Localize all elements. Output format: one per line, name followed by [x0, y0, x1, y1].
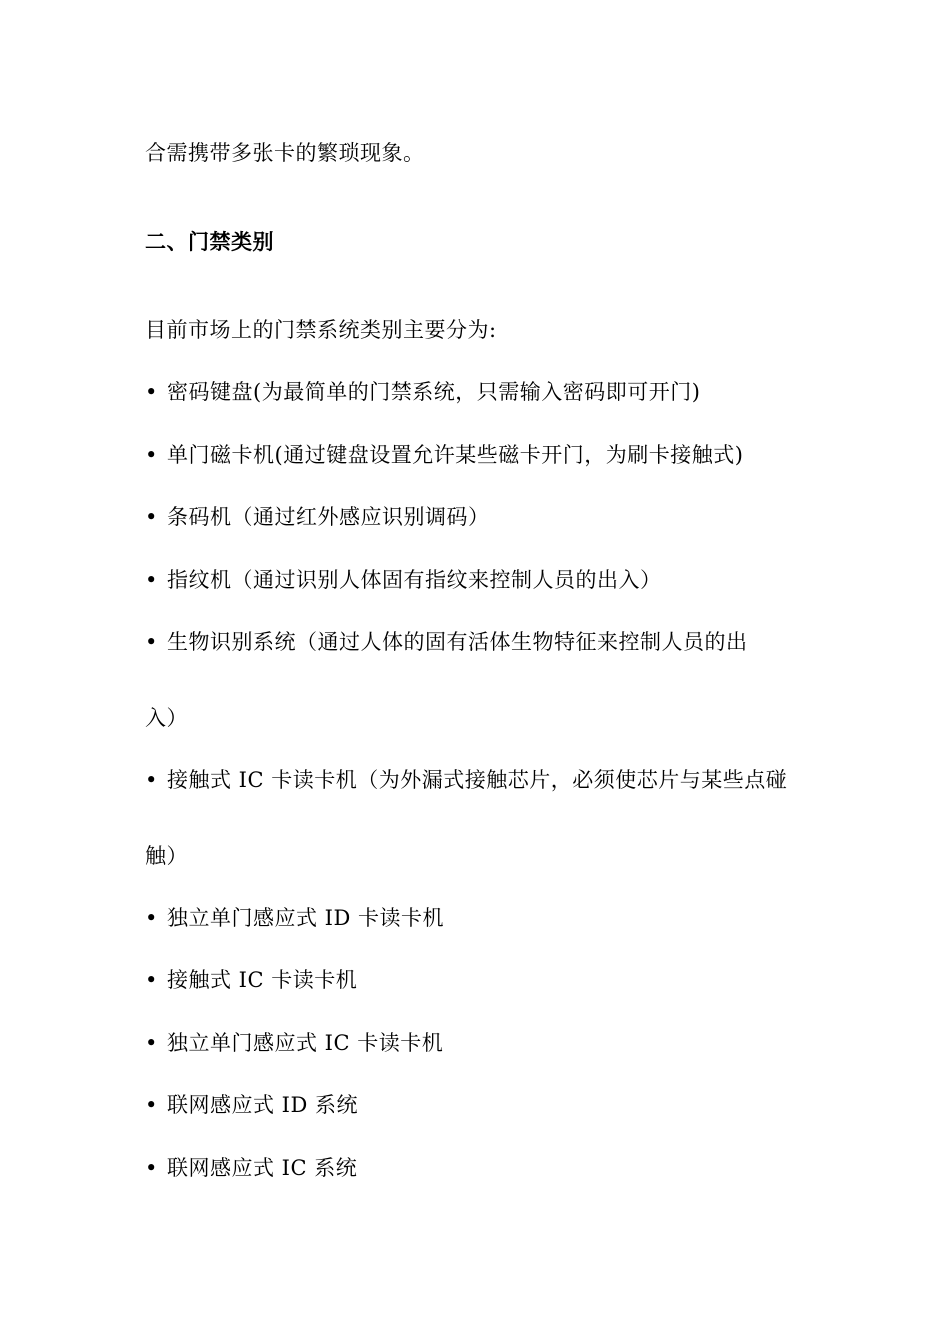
- list-item: [145, 378, 700, 406]
- list-item-text: 条码机（通过红外感应识别调码）: [167, 505, 490, 529]
- bullet-icon: •: [145, 1093, 158, 1117]
- list-item-wrap: 入）: [145, 706, 188, 730]
- list-item: [145, 904, 444, 932]
- list-item-text: 接触式 IC 卡读卡机（为外漏式接触芯片，必须使芯片与某些点碰: [167, 768, 788, 792]
- bullet-icon: •: [145, 630, 158, 654]
- section-heading: 二、门禁类别: [145, 230, 274, 254]
- bullet-icon: •: [145, 443, 158, 467]
- list-item-text: 联网感应式 IC 系统: [167, 1156, 358, 1180]
- list-item-wrap: 触）: [145, 844, 188, 868]
- list-item-text: 接触式 IC 卡读卡机: [167, 968, 358, 992]
- list-item: [145, 441, 743, 469]
- list-item-text: 独立单门感应式 IC 卡读卡机: [167, 1031, 444, 1055]
- bullet-icon: •: [145, 1156, 158, 1180]
- bullet-icon: •: [145, 906, 158, 930]
- list-item-text: 密码键盘(为最简单的门禁系统，只需输入密码即可开门): [167, 380, 701, 404]
- list-item: [145, 966, 357, 994]
- paragraph-continuation: 合需携带多张卡的繁琐现象。: [145, 141, 425, 165]
- bullet-icon: •: [145, 968, 158, 992]
- list-item: [145, 1029, 443, 1057]
- list-item: [145, 566, 662, 594]
- bullet-icon: •: [145, 1031, 158, 1055]
- list-item: [145, 503, 490, 531]
- bullet-icon: •: [145, 768, 158, 792]
- list-item: [145, 628, 748, 656]
- list-item: [145, 1154, 357, 1182]
- bullet-icon: •: [145, 568, 158, 592]
- list-item-text: 联网感应式 ID 系统: [167, 1093, 358, 1117]
- list-item: [145, 1091, 358, 1119]
- list-item-text: 单门磁卡机(通过键盘设置允许某些磁卡开门，为刷卡接触式): [167, 443, 744, 467]
- bullet-icon: •: [145, 505, 158, 529]
- intro-text: 目前市场上的门禁系统类别主要分为:: [145, 318, 497, 342]
- list-item-text: 生物识别系统（通过人体的固有活体生物特征来控制人员的出: [167, 630, 748, 654]
- list-item-text: 指纹机（通过识别人体固有指纹来控制人员的出入）: [167, 568, 662, 592]
- list-item: [145, 766, 787, 794]
- list-item-text: 独立单门感应式 ID 卡读卡机: [167, 906, 444, 930]
- bullet-icon: •: [145, 380, 158, 404]
